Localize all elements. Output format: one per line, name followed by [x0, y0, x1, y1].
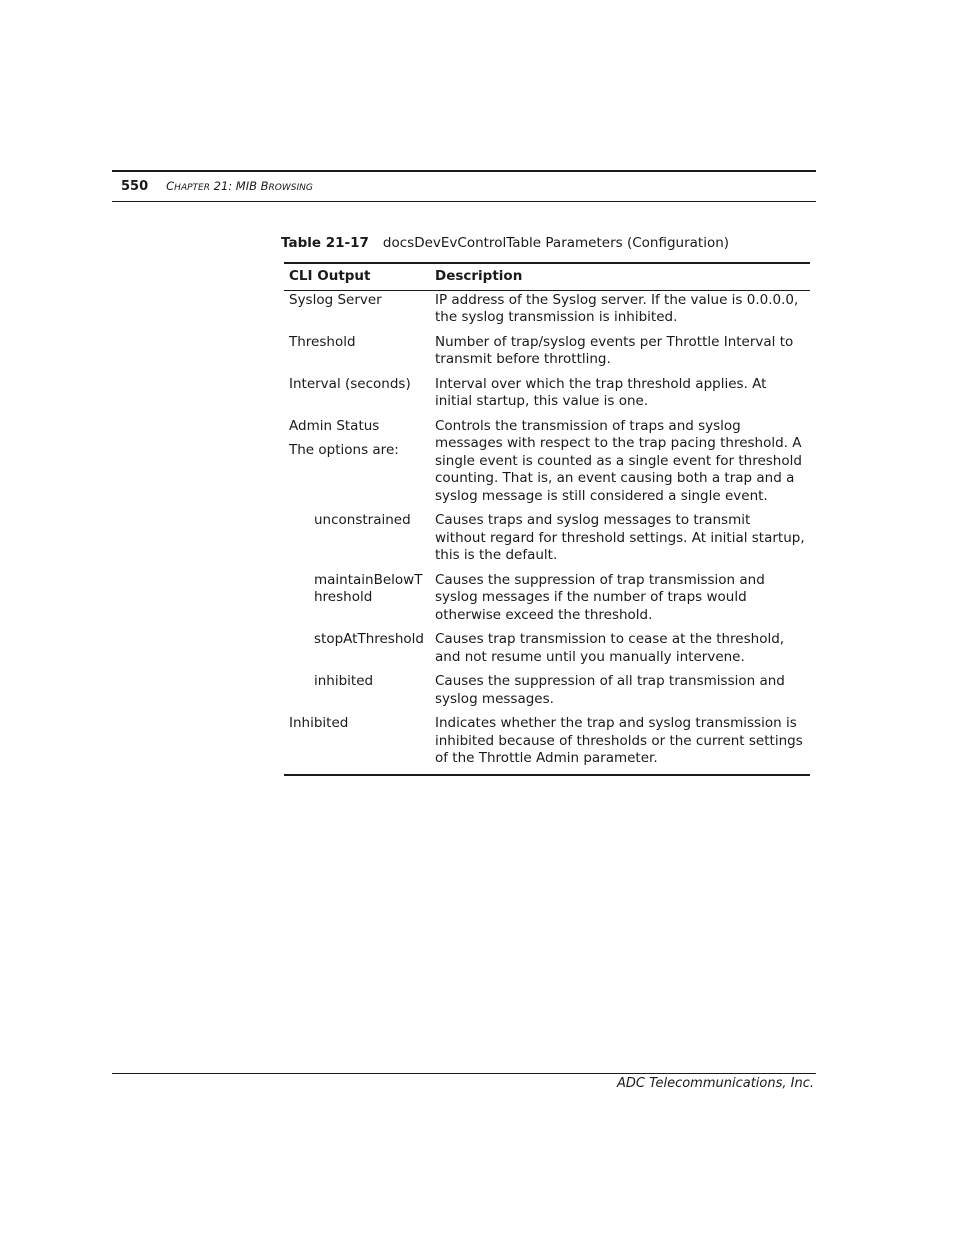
header-bottom-rule: [112, 201, 816, 202]
column-header-cli-output: CLI Output: [284, 263, 430, 290]
description-cell: Causes the suppression of trap transmission and syslog messages if the number of traps would otherwise exceed the threshold.: [435, 571, 765, 623]
footer-company: ADC Telecommunications, Inc.: [617, 1076, 814, 1091]
running-header: [121, 177, 313, 197]
table-row: [284, 572, 810, 632]
column-header-description: Description: [430, 263, 810, 290]
table-number: Table 21-17: [281, 235, 369, 251]
cli-output-cell: Threshold: [289, 333, 356, 350]
footer-rule: [112, 1073, 816, 1074]
cli-output-cell: Inhibited: [284, 715, 430, 775]
description-cell: Interval over which the trap threshold applies. At initial startup, this value is one.: [435, 375, 767, 409]
cli-output-cell: [284, 418, 430, 513]
table-row: [284, 418, 810, 513]
table-row: [284, 376, 810, 418]
option-cell: inhibited: [314, 673, 374, 689]
table-row: [284, 334, 810, 376]
option-cell: maintainBelowThreshold: [314, 571, 423, 605]
table-title: docsDevEvControlTable Parameters (Configuration): [382, 235, 730, 251]
option-cell: stopAtThreshold: [314, 631, 424, 647]
header-top-rule: [112, 170, 816, 172]
table-row: [284, 631, 810, 673]
chapter-title: CHAPTER 21: MIB BROWSING: [166, 179, 313, 193]
description-cell: Causes the suppression of all trap transmission and syslog messages.: [435, 673, 785, 707]
description-cell: Indicates whether the trap and syslog transmission is inhibited because of thresholds or the current settings of the Throttle Admin parameter.: [430, 715, 810, 775]
table-row: [284, 290, 810, 334]
table-row: [284, 512, 810, 572]
parameters-table: [284, 262, 810, 776]
description-cell: Causes traps and syslog messages to transmit without regard for threshold settings. At initial startup, this is the default.: [435, 512, 805, 563]
table-header-row: [284, 263, 810, 290]
table-caption: [281, 234, 729, 252]
description-cell: Controls the transmission of traps and syslog messages with respect to the trap pacing threshold. A single event is counted as a single event for threshold counting. That is, an event causing both a trap and a syslog message is still considered a single event.: [435, 417, 802, 504]
table-row: [284, 673, 810, 715]
description-cell: Causes trap transmission to cease at the threshold, and not resume until you manually intervene.: [435, 631, 785, 665]
cli-output-label: Admin Status: [289, 417, 380, 434]
option-cell: unconstrained: [314, 512, 411, 528]
table-row: [284, 715, 810, 775]
cli-output-cell: Interval (seconds): [289, 375, 411, 392]
cli-output-cell: Syslog Server: [289, 291, 382, 308]
description-cell: IP address of the Syslog server. If the value is 0.0.0.0, the syslog transmission is inhibited.: [435, 291, 799, 325]
description-cell: Number of trap/syslog events per Throttle Interval to transmit before throttling.: [435, 333, 794, 367]
options-label: The options are:: [289, 442, 399, 458]
page-number: 550: [121, 179, 149, 194]
